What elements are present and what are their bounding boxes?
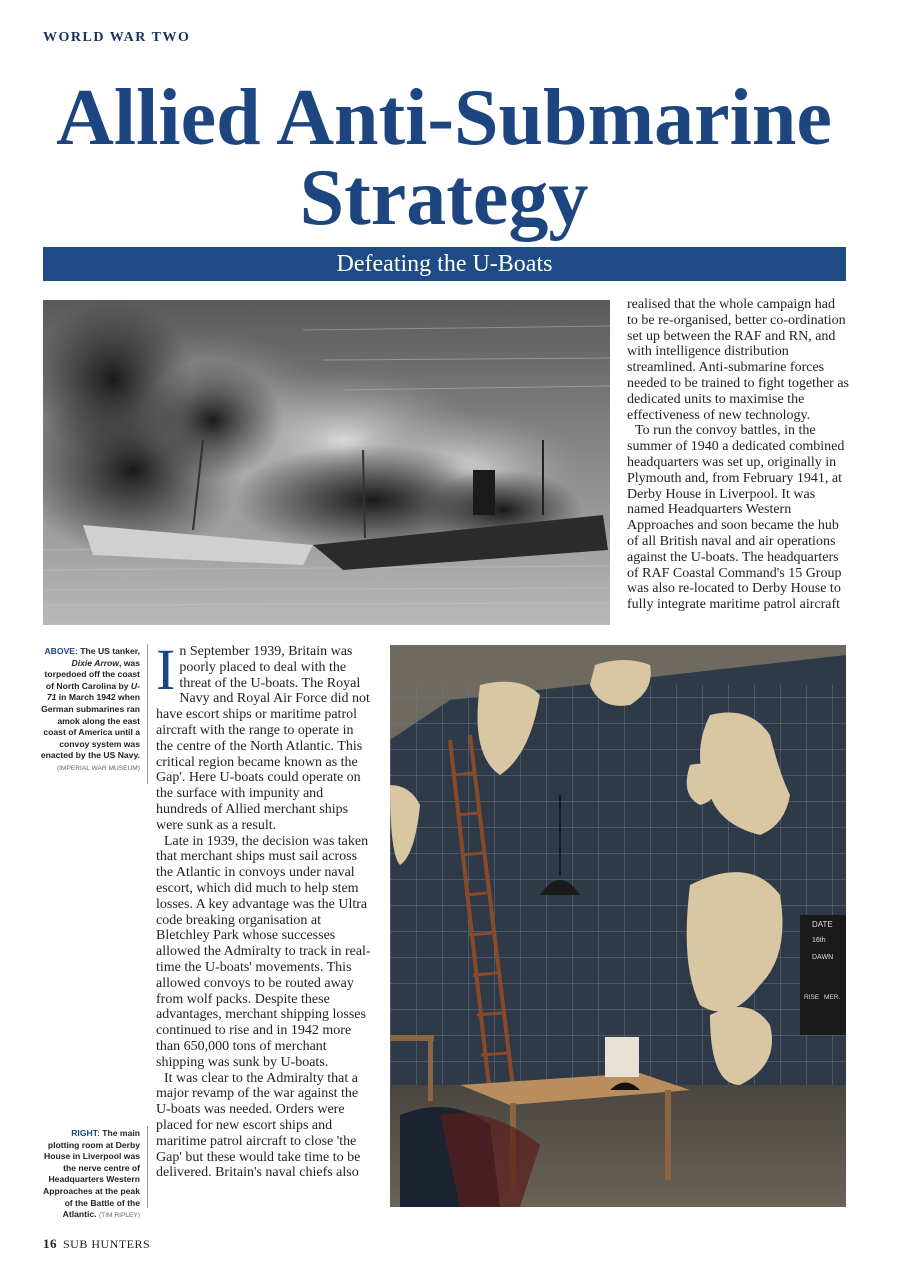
paragraph-2: Late in 1939, the decision was taken that merchant ships must sail across the Atlantic in convoys under naval escort, which did much to help stem losses. A key advantage was the Ultra code breaking organisation at Bletchley Park whose successes allowed the Admiralty to track in real-time the U-boats' movements. This allowed convoys to be routed away from wolf packs. Despite these advantages, merchant shipping losses continued to rise and in 1942 more than 650,000 tons of merchant shipping was sunk by U-boats. [156, 833, 371, 1070]
paragraph-3: It was clear to the Admiralty that a major revamp of the war against the U-boats was needed. Orders were placed for new escort ships and maritime patrol aircraft to close 'the Gap' but these would take time to be delivered. Britain's naval chiefs also [156, 1070, 361, 1181]
photo-burning-tanker [43, 300, 610, 625]
publication-name: SUB HUNTERS [63, 1237, 151, 1251]
caption-divider-top [147, 644, 148, 784]
subtitle-bar [43, 247, 846, 281]
page-footer [43, 1236, 150, 1252]
drop-cap: I [156, 637, 176, 702]
tanker-photo-illustration [43, 300, 610, 625]
plotting-room-illustration [390, 645, 846, 1207]
photo-plotting-room [390, 645, 846, 1207]
caption-right-credit: (TIM RIPLEY) [98, 1212, 140, 1220]
paragraph-1-text: n September 1939, Britain was poorly placed to deal with the threat of the U-boats. The Royal Navy and Royal Air Force did not have escort ships or maritime patrol aircraft with the range to operate in the centre of the North Atlantic. This critical region became known as the Gap'. Here U-boats could operate on the surface with impunity and hundreds of Allied merchant ships were sunk as a result. [156, 644, 370, 833]
board-date-label: DATE [812, 920, 833, 929]
caption-above-text-1: The US tanker, [77, 646, 140, 656]
page-number: 16 [43, 1236, 57, 1251]
paragraph-1 [156, 637, 374, 834]
title-line-2: Strategy [299, 154, 589, 242]
article-column-main [156, 637, 374, 1181]
caption-ship-name: Dixie Arrow [71, 657, 119, 668]
caption-right-text: The main plotting room at Derby House in Liverpool was the nerve centre of Headquarters Western Approaches at the peak of the Battle of the Atlantic. [43, 1128, 140, 1220]
board-mer-label: MER. [824, 994, 841, 1001]
title-line-1: Allied Anti-Submarine [56, 74, 832, 162]
caption-above-text-3: in March 1942 when German submarines ran amok along the east coast of America until a convoy system was enacted by the US Navy. [40, 692, 140, 761]
caption-right [40, 1128, 140, 1222]
caption-divider-bottom [147, 1126, 148, 1208]
caption-above-credit: (IMPERIAL WAR MUSEUM) [56, 764, 140, 772]
caption-above-label: ABOVE: [44, 646, 78, 656]
article-column-right [627, 297, 849, 613]
paragraph-4: realised that the whole campaign had to be re-organised, better co-ordination set up between the RAF and RN, and with intelligence distribution streamlined. Anti-submarine forces needed to be trained to fight together as dedicated units to maximise the effectiveness of new technology. [627, 297, 849, 423]
board-rise-label: RISE [804, 994, 820, 1001]
subtitle: Defeating the U-Boats [336, 251, 553, 277]
board-date-value: 16th [812, 937, 826, 944]
paragraph-5: To run the convoy battles, in the summer of 1940 a dedicated combined headquarters was set up, originally in Plymouth and, from February 1941, at Derby House in Liverpool. It was named Headquarters Western Approaches and soon became the hub of all British naval and air operations against the U-boats. The headquarters of RAF Coastal Command's 15 Group was also re-located to Derby House to fully integrate maritime patrol aircraft [627, 423, 845, 613]
caption-sub-name: U-71 [46, 680, 140, 703]
caption-right-label: RIGHT: [71, 1128, 100, 1138]
section-label: WORLD WAR TWO [43, 30, 191, 45]
caption-above-text-2: , was torpedoed off the coast of North Carolina by [44, 657, 140, 691]
page-title [0, 74, 888, 242]
board-dawn-label: DAWN [812, 954, 834, 961]
caption-above [40, 646, 140, 775]
